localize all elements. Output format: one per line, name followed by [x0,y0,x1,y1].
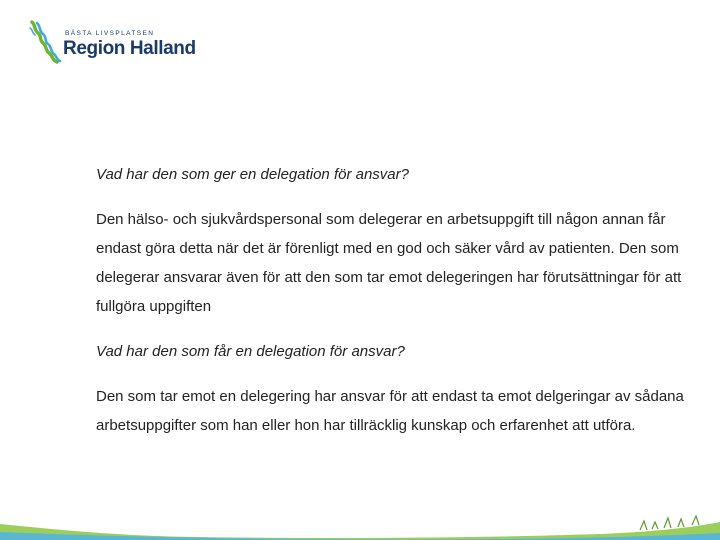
question-2: Vad har den som får en delegation för ansvar? [96,343,405,360]
slide-content [96,160,696,456]
answer-2: Den som tar emot en delegering har ansvar för att endast ta emot delgeringar av sådana arbetsuppgifter som han eller hon har tillräcklig kunskap och erfarenhet att utföra. [96,388,684,434]
logo-tagline: BÄSTA LIVSPLATSEN [65,30,155,37]
logo-name: Region Halland [63,38,196,59]
region-halland-map-icon [28,20,62,64]
answer-1: Den hälso- och sjukvårdspersonal som delegerar en arbetsuppgift till någon annan får endast göra detta när det är förenligt med en god och säker vård av patienten. Den som delegerar ansvarar även för att den som tar emot delegeringen har förutsättningar för att fullgöra uppgiften [96,211,682,315]
region-halland-logo [28,20,196,64]
question-1: Vad har den som ger en delegation för ansvar? [96,166,409,183]
footer-landscape-decoration [0,500,720,540]
